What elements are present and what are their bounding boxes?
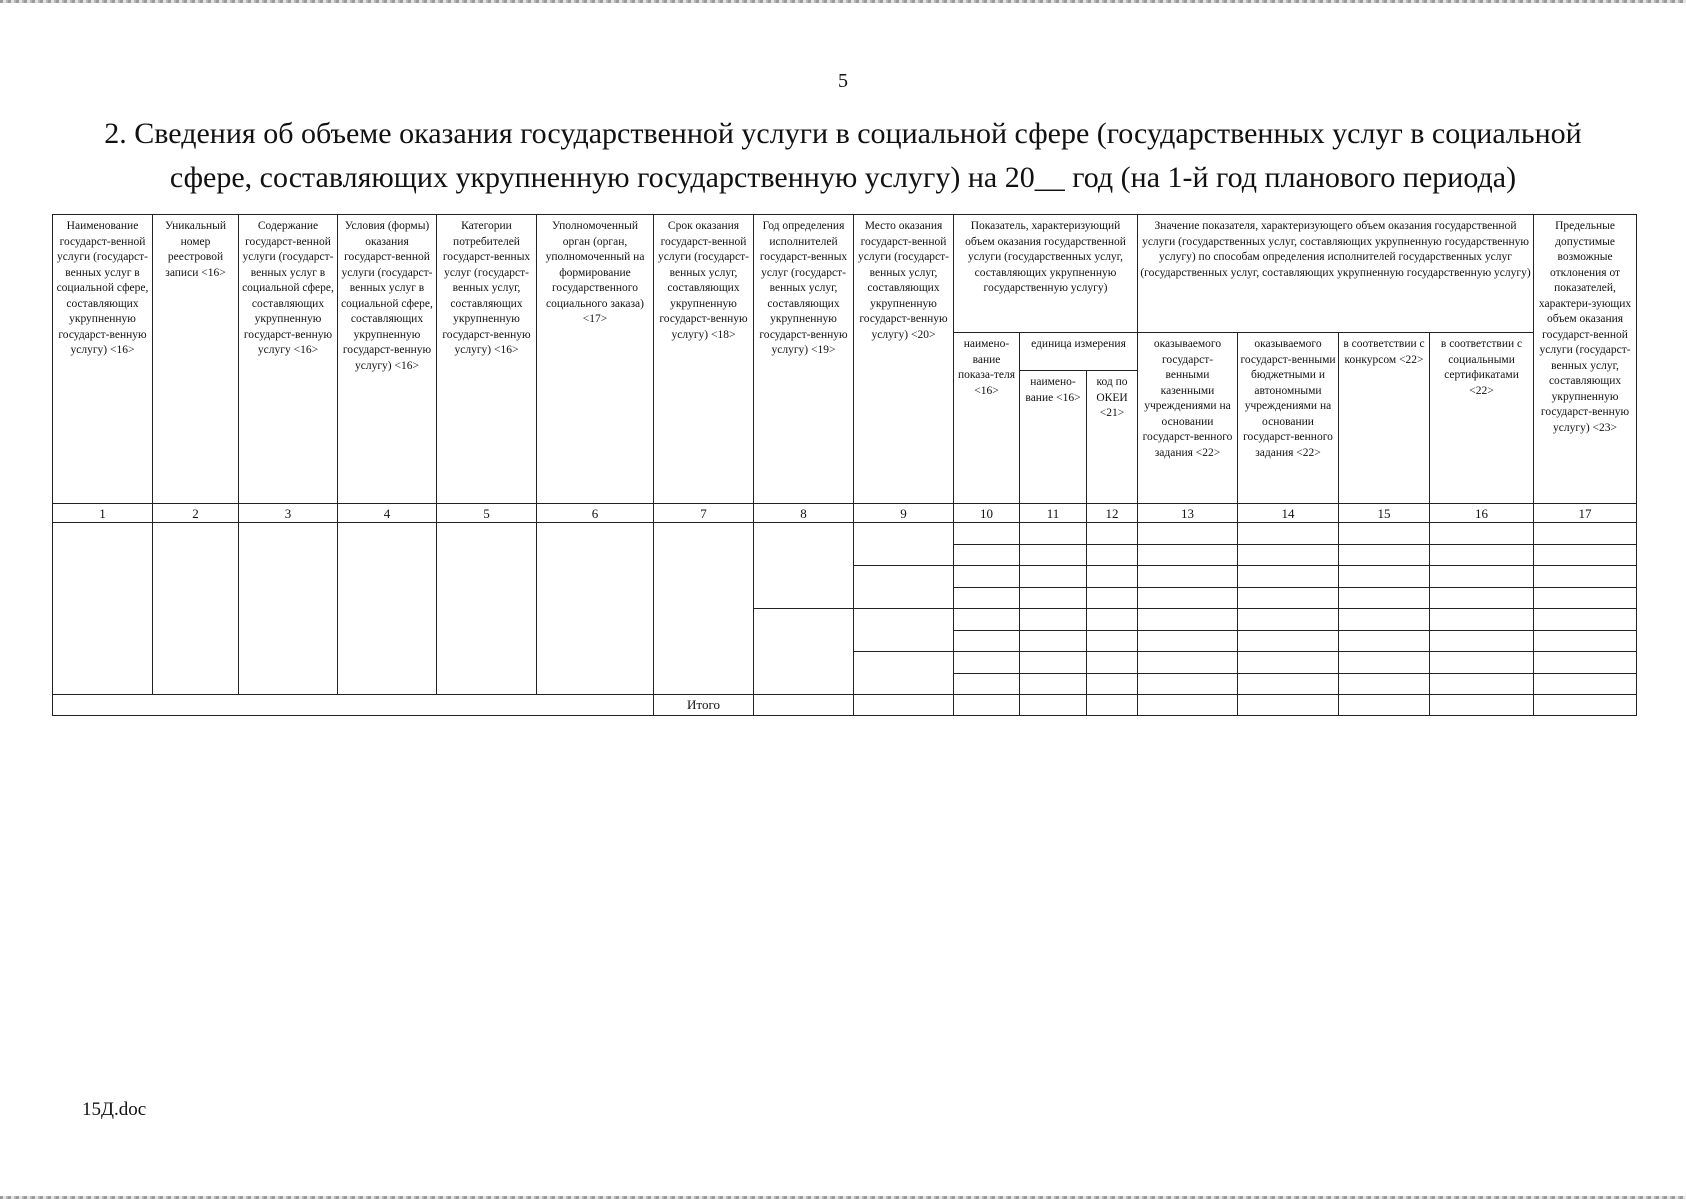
header-col-1: Наименование государст-венной услуги (государст-венных услуг в социальной сфере, составляющих укрупненную государст-венную услугу) <16> [53, 215, 153, 504]
table-cell[interactable] [1020, 630, 1087, 652]
table-cell[interactable] [1238, 609, 1339, 631]
table-cell[interactable] [1534, 566, 1637, 588]
header-col-7: Срок оказания государст-венной услуги (государст-венных услуг, составляющих укрупненную государст-венную услугу) <18> [654, 215, 754, 504]
table-cell[interactable] [1087, 523, 1138, 545]
column-number: 2 [153, 504, 239, 523]
table-cell[interactable] [239, 523, 338, 695]
table-cell[interactable] [754, 609, 854, 695]
header-col-13: оказываемого государст-венными казенными учреждениями на основании государст-венного задания <22> [1138, 333, 1238, 504]
column-number: 8 [754, 504, 854, 523]
header-col-2: Уникальный номер реестровой записи <16> [153, 215, 239, 504]
table-cell[interactable] [654, 523, 754, 695]
table-cell[interactable] [1339, 523, 1430, 545]
table-cell[interactable] [1534, 630, 1637, 652]
header-group-indicator: Показатель, характеризующий объем оказания государственной услуги (государственных услуг, составляющих укрупненную государственную услугу) [954, 215, 1138, 333]
scan-edge-top [0, 0, 1686, 3]
table-cell[interactable] [1430, 673, 1534, 695]
column-number: 13 [1138, 504, 1238, 523]
header-col-17: Предельные допустимые возможные отклонения от показателей, характери-зующих объем оказания государст-венной услуги (государст-венных услуг, составляющих укрупненную государст-венную услугу) <23> [1534, 215, 1637, 504]
table-cell[interactable] [1238, 523, 1339, 545]
header-col-6: Уполномоченный орган (орган, уполномоченный на формирование государственного социального заказа) <17> [537, 215, 654, 504]
table-row [53, 523, 1637, 545]
column-number: 14 [1238, 504, 1339, 523]
table-cell[interactable] [1138, 673, 1238, 695]
table-cell[interactable] [1339, 544, 1430, 566]
table-cell[interactable] [1020, 544, 1087, 566]
table-cell[interactable] [954, 587, 1020, 609]
header-col-3: Содержание государст-венной услуги (государст-венных услуг в социальной сфере, составляющих укрупненную государст-венную услугу <16> [239, 215, 338, 504]
header-col-4: Условия (формы) оказания государст-венной услуги (государст-венных услуг в социальной сфере, составляющих укрупненную государст-венную услугу) <16> [338, 215, 437, 504]
column-number: 9 [854, 504, 954, 523]
table-cell[interactable] [1138, 544, 1238, 566]
table-cell[interactable] [1534, 652, 1637, 674]
header-col-12: код по ОКЕИ <21> [1087, 371, 1138, 504]
header-col-5: Категории потребителей государст-венных услуг (государст-венных услуг, составляющих укрупненную государст-венную услугу) <16> [437, 215, 537, 504]
column-number: 5 [437, 504, 537, 523]
table-cell[interactable] [1339, 630, 1430, 652]
table-cell[interactable] [1138, 587, 1238, 609]
table-cell[interactable] [1087, 652, 1138, 674]
header-col-11: наимено-вание <16> [1020, 371, 1087, 504]
table-cell[interactable] [53, 523, 153, 695]
table-cell[interactable] [1430, 544, 1534, 566]
page-title: 2. Сведения об объеме оказания государственной услуги в социальной сфере (государственных услуг в социальной сфере, составляющих укрупненную государственную услугу) на 20__ год (на 1-й год планового периода) [104, 117, 1582, 194]
column-number: 1 [53, 504, 153, 523]
table-cell[interactable] [1430, 566, 1534, 588]
table-cell[interactable] [1087, 609, 1138, 631]
header-col-9: Место оказания государст-венной услуги (государст-венных услуг, составляющих укрупненную государст-венную услугу) <20> [854, 215, 954, 504]
table-cell[interactable] [1087, 566, 1138, 588]
table-cell[interactable] [1138, 652, 1238, 674]
table-cell[interactable] [1534, 695, 1637, 716]
table-cell[interactable] [954, 630, 1020, 652]
table-cell[interactable] [1339, 673, 1430, 695]
table-cell[interactable] [854, 566, 954, 609]
column-number: 10 [954, 504, 1020, 523]
table-cell[interactable] [1534, 587, 1637, 609]
table-cell[interactable] [854, 523, 954, 566]
table-cell[interactable] [1020, 566, 1087, 588]
table-cell[interactable] [754, 523, 854, 609]
header-col-8: Год определения исполнителей государст-венных услуг (государст-венных услуг, составляющих укрупненную государст-венную услугу) <19> [754, 215, 854, 504]
table-cell[interactable] [954, 673, 1020, 695]
table-cell[interactable] [1238, 630, 1339, 652]
table-cell[interactable] [1138, 630, 1238, 652]
table-cell[interactable] [1138, 609, 1238, 631]
table-cell[interactable] [1534, 544, 1637, 566]
header-col-10: наимено-вание показа-теля <16> [954, 333, 1020, 504]
column-number: 3 [239, 504, 338, 523]
table-cell[interactable] [1238, 566, 1339, 588]
table-cell[interactable] [1430, 587, 1534, 609]
table-cell[interactable] [1087, 544, 1138, 566]
table-cell[interactable] [437, 523, 537, 695]
column-number: 12 [1087, 504, 1138, 523]
table-cell[interactable] [854, 695, 954, 716]
table-cell[interactable] [1087, 673, 1138, 695]
table-cell[interactable] [1430, 523, 1534, 545]
table-cell[interactable] [1087, 630, 1138, 652]
total-blank-cell [53, 695, 654, 716]
table-cell[interactable] [954, 695, 1020, 716]
table-cell[interactable] [1238, 587, 1339, 609]
table-cell[interactable] [1534, 523, 1637, 545]
header-col-16: в соответствии с социальными сертификатами <22> [1430, 333, 1534, 504]
total-row [53, 695, 1637, 716]
table-cell[interactable] [1087, 587, 1138, 609]
document-filename: 15Д.doc [82, 1099, 147, 1120]
table-cell[interactable] [954, 566, 1020, 588]
table-cell[interactable] [1020, 695, 1087, 716]
table-cell[interactable] [1238, 652, 1339, 674]
table-cell[interactable] [854, 652, 954, 695]
table-cell[interactable] [954, 523, 1020, 545]
table-cell[interactable] [1138, 695, 1238, 716]
header-group-unit: единица измерения [1020, 333, 1138, 371]
table-cell[interactable] [1020, 587, 1087, 609]
table-cell[interactable] [1339, 652, 1430, 674]
table-cell[interactable] [1339, 566, 1430, 588]
header-group-value: Значение показателя, характеризующего объем оказания государственной услуги (государственных услуг, составляющих укрупненную государственную услугу) по способам определения исполнителей государственных услуг (государственных услуг, составляющих укрупненную государственную услугу) [1138, 215, 1534, 333]
column-number: 4 [338, 504, 437, 523]
table-cell[interactable] [1534, 673, 1637, 695]
table-cell[interactable] [754, 695, 854, 716]
table-cell[interactable] [1430, 695, 1534, 716]
page-number: 5 [838, 70, 848, 92]
table-cell[interactable] [1534, 609, 1637, 631]
table-cell[interactable] [1339, 587, 1430, 609]
table-cell[interactable] [537, 523, 654, 695]
column-number: 15 [1339, 504, 1430, 523]
column-number: 16 [1430, 504, 1534, 523]
total-label: Итого [654, 695, 754, 716]
scan-edge-bottom [0, 1196, 1686, 1199]
table-cell[interactable] [1238, 695, 1339, 716]
table-cell[interactable] [954, 544, 1020, 566]
table-cell[interactable] [1020, 673, 1087, 695]
table-cell[interactable] [1138, 523, 1238, 545]
table-cell[interactable] [338, 523, 437, 695]
column-number: 6 [537, 504, 654, 523]
volume-table [52, 214, 1637, 716]
table-cell[interactable] [1020, 652, 1087, 674]
table-cell[interactable] [1238, 544, 1339, 566]
table-cell[interactable] [1430, 652, 1534, 674]
table-cell[interactable] [1087, 695, 1138, 716]
header-row-1 [53, 215, 1637, 333]
table-cell[interactable] [1238, 673, 1339, 695]
table-cell[interactable] [954, 609, 1020, 631]
header-col-14: оказываемого государст-венными бюджетными и автономными учреждениями на основании государст-венного задания <22> [1238, 333, 1339, 504]
column-number: 11 [1020, 504, 1087, 523]
table-cell[interactable] [1339, 609, 1430, 631]
column-numbers-row [53, 504, 1637, 523]
table-cell[interactable] [1430, 630, 1534, 652]
column-number: 7 [654, 504, 754, 523]
table-cell[interactable] [153, 523, 239, 695]
table-cell[interactable] [1430, 609, 1534, 631]
column-number: 17 [1534, 504, 1637, 523]
table-cell[interactable] [854, 609, 954, 652]
table-cell[interactable] [1020, 609, 1087, 631]
table-cell[interactable] [954, 652, 1020, 674]
table-cell[interactable] [1339, 695, 1430, 716]
table-cell[interactable] [1138, 566, 1238, 588]
header-col-15: в соответствии с конкурсом <22> [1339, 333, 1430, 504]
table-cell[interactable] [1020, 523, 1087, 545]
